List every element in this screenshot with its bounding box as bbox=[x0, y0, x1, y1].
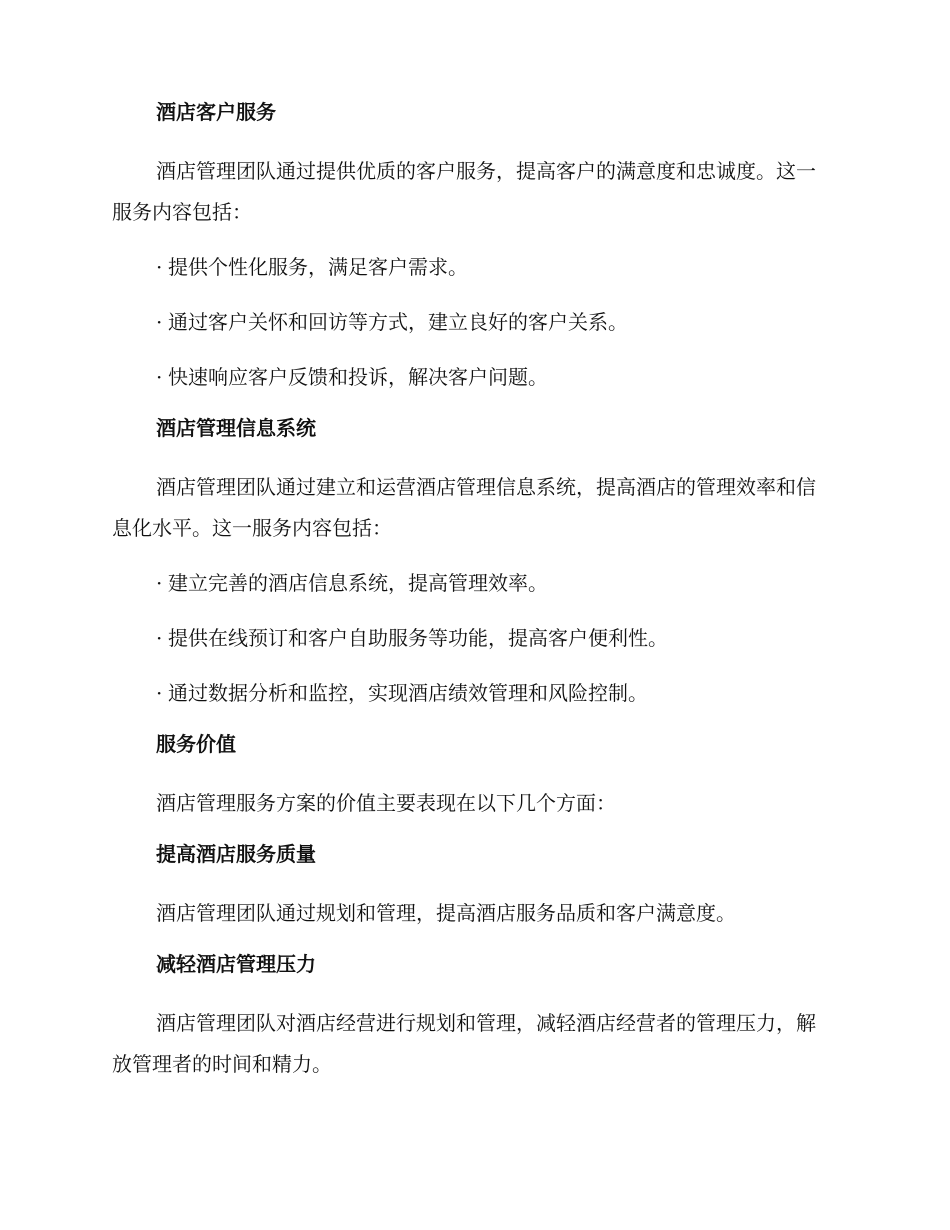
bullet-dot: · bbox=[156, 365, 163, 389]
bullet-item bbox=[112, 618, 832, 659]
paragraph-service-value: 酒店管理服务方案的价值主要表现在以下几个方面： bbox=[156, 791, 616, 815]
bullet-item bbox=[112, 247, 832, 288]
bullet-item bbox=[112, 673, 832, 714]
bullet-text: 提供在线预订和客户自助服务等功能，提高客户便利性。 bbox=[168, 626, 668, 650]
bullet-text: 快速响应客户反馈和投诉，解决客户问题。 bbox=[168, 365, 548, 389]
section-heading-reduce-pressure: 减轻酒店管理压力 bbox=[156, 952, 316, 976]
section-heading-info-system: 酒店管理信息系统 bbox=[156, 416, 316, 440]
bullet-dot: · bbox=[156, 681, 163, 705]
bullet-text: 提供个性化服务，满足客户需求。 bbox=[168, 255, 468, 279]
section-heading-service-value: 服务价值 bbox=[156, 732, 236, 756]
bullet-dot: · bbox=[156, 310, 163, 334]
section-heading-customer-service: 酒店客户服务 bbox=[156, 100, 276, 124]
section-heading-improve-quality: 提高酒店服务质量 bbox=[156, 842, 316, 866]
bullet-item bbox=[112, 563, 832, 604]
paragraph-customer-service: 酒店管理团队通过提供优质的客户服务，提高客户的满意度和忠诚度。这一服务内容包括： bbox=[112, 159, 816, 224]
paragraph-improve-quality: 酒店管理团队通过规划和管理，提高酒店服务品质和客户满意度。 bbox=[156, 901, 736, 925]
bullet-dot: · bbox=[156, 571, 163, 595]
document-page bbox=[112, 96, 832, 1085]
paragraph-info-system: 酒店管理团队通过建立和运营酒店管理信息系统，提高酒店的管理效率和信息化水平。这一服务内容包括： bbox=[112, 475, 816, 540]
bullet-dot: · bbox=[156, 255, 163, 279]
bullet-text: 通过客户关怀和回访等方式，建立良好的客户关系。 bbox=[168, 310, 628, 334]
bullet-dot: · bbox=[156, 626, 163, 650]
bullet-text: 建立完善的酒店信息系统，提高管理效率。 bbox=[168, 571, 548, 595]
bullet-item bbox=[112, 302, 832, 343]
paragraph-reduce-pressure: 酒店管理团队对酒店经营进行规划和管理，减轻酒店经营者的管理压力，解放管理者的时间和精力。 bbox=[112, 1011, 816, 1076]
bullet-item bbox=[112, 357, 832, 398]
bullet-text: 通过数据分析和监控，实现酒店绩效管理和风险控制。 bbox=[168, 681, 648, 705]
